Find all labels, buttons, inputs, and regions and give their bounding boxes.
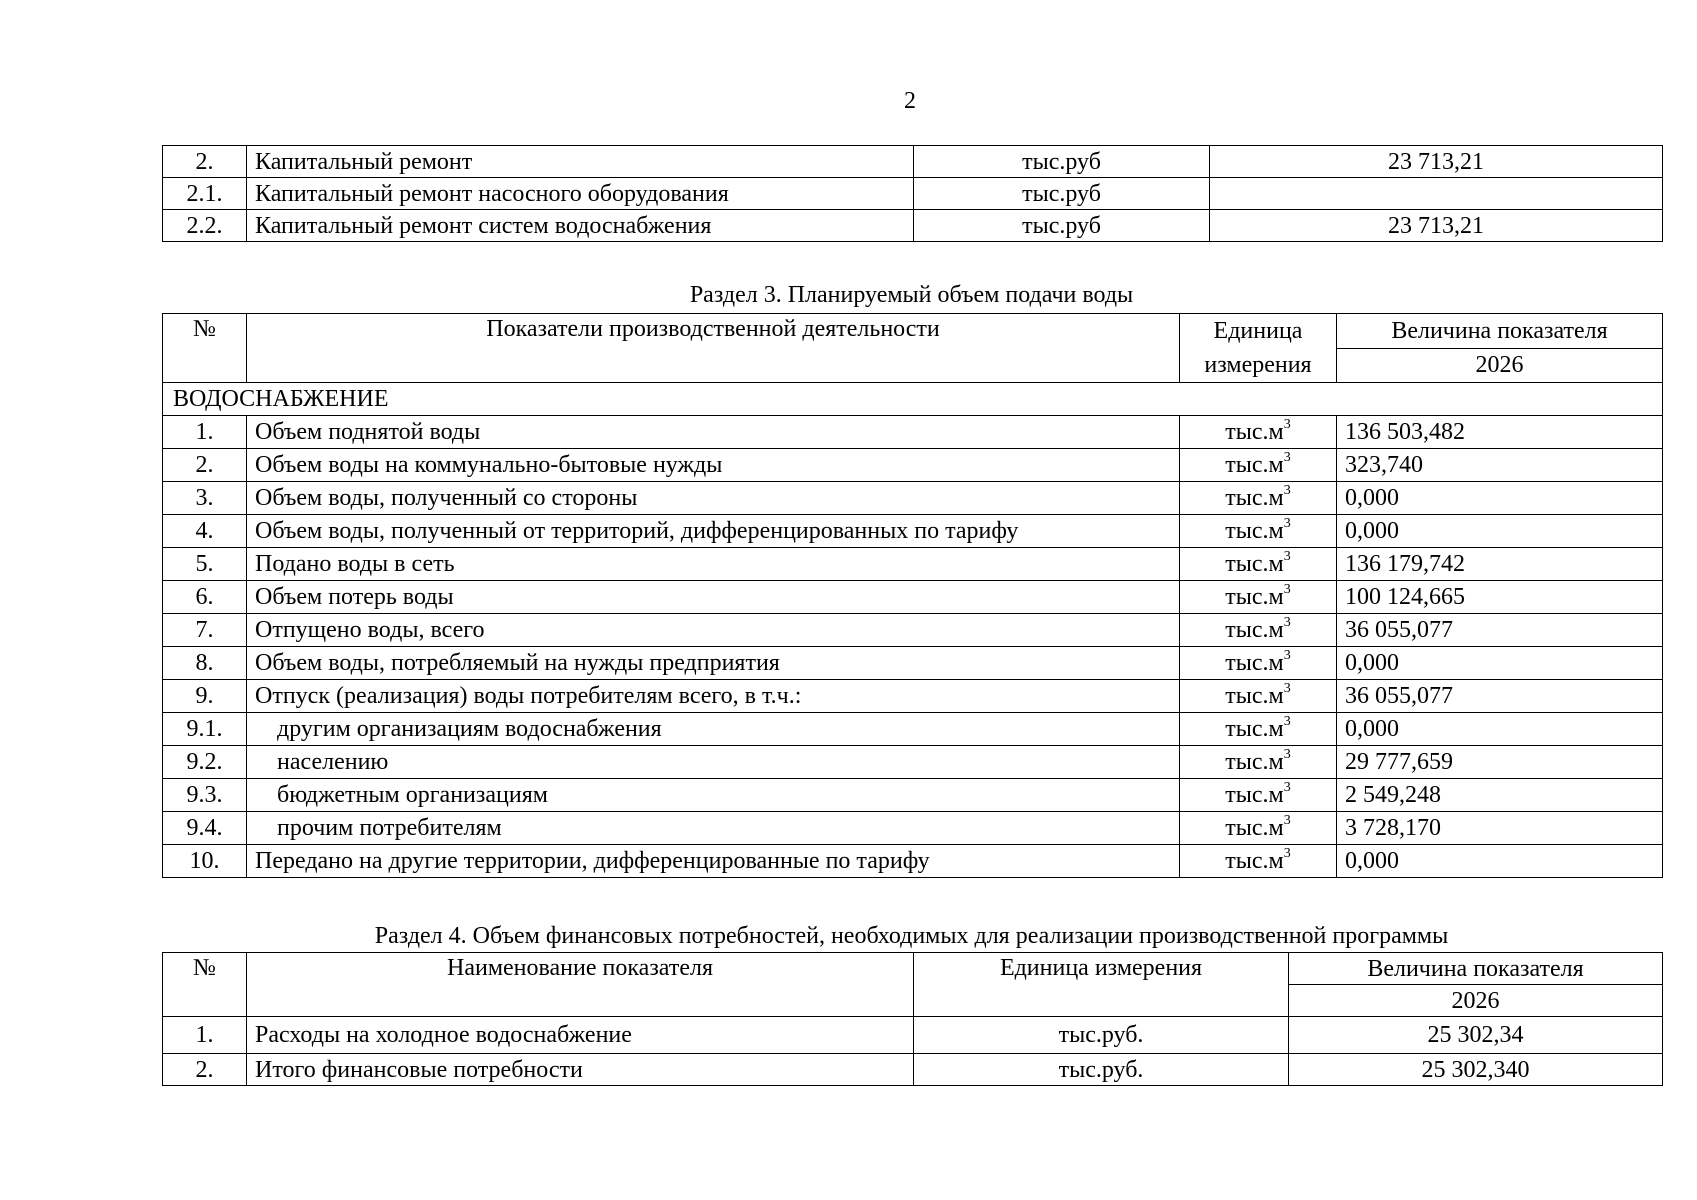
row-unit: тыс.руб xyxy=(914,178,1210,210)
row-number: 3. xyxy=(163,482,247,515)
row-value: 0,000 xyxy=(1337,482,1663,515)
row-unit xyxy=(1180,515,1337,548)
header-value: Величина показателя xyxy=(1337,314,1663,349)
unit-superscript: 3 xyxy=(1283,582,1291,597)
row-unit xyxy=(1180,779,1337,812)
row-value: 0,000 xyxy=(1337,713,1663,746)
table-row xyxy=(163,581,1663,614)
unit-superscript: 3 xyxy=(1283,681,1291,696)
unit-base: тыс.м xyxy=(1225,848,1284,874)
row-unit xyxy=(1180,746,1337,779)
unit-base: тыс.м xyxy=(1225,716,1284,742)
row-value: 36 055,077 xyxy=(1337,680,1663,713)
row-number: 1. xyxy=(163,416,247,449)
row-number: 7. xyxy=(163,614,247,647)
unit-base: тыс.м xyxy=(1225,815,1284,841)
row-name: Объем воды на коммунально-бытовые нужды xyxy=(247,449,1180,482)
section4-title: Раздел 4. Объем финансовых потребностей, необходимых для реализации производственной программы xyxy=(374,923,1449,949)
row-name: Передано на другие территории, дифференцированные по тарифу xyxy=(247,845,1180,878)
row-name: прочим потребителям xyxy=(247,812,1180,845)
group-label: ВОДОСНАБЖЕНИЕ xyxy=(163,383,1663,416)
header-unit: Единица измерения xyxy=(914,953,1289,1017)
row-number: 9. xyxy=(163,680,247,713)
row-value: 136 503,482 xyxy=(1337,416,1663,449)
table-row xyxy=(163,1054,1663,1086)
capital-repair-table xyxy=(162,145,1663,242)
unit-superscript: 3 xyxy=(1283,780,1291,795)
table-row xyxy=(163,812,1663,845)
table-row xyxy=(163,449,1663,482)
row-number: 9.4. xyxy=(163,812,247,845)
row-name: Капитальный ремонт систем водоснабжения xyxy=(247,210,914,242)
row-value: 136 179,742 xyxy=(1337,548,1663,581)
unit-superscript: 3 xyxy=(1283,813,1291,828)
table-row xyxy=(163,779,1663,812)
row-number: 10. xyxy=(163,845,247,878)
row-unit: тыс.руб. xyxy=(914,1054,1289,1086)
table-row xyxy=(163,746,1663,779)
row-name: Капитальный ремонт насосного оборудования xyxy=(247,178,914,210)
row-value: 323,740 xyxy=(1337,449,1663,482)
table-row xyxy=(163,548,1663,581)
row-name: другим организациям водоснабжения xyxy=(247,713,1180,746)
row-unit xyxy=(1180,482,1337,515)
row-name: населению xyxy=(247,746,1180,779)
table-row xyxy=(163,614,1663,647)
group-row xyxy=(163,383,1663,416)
row-unit xyxy=(1180,845,1337,878)
table-row xyxy=(163,647,1663,680)
row-unit xyxy=(1180,614,1337,647)
row-value: 0,000 xyxy=(1337,515,1663,548)
row-number: 9.3. xyxy=(163,779,247,812)
row-value: 23 713,21 xyxy=(1210,146,1663,178)
unit-base: тыс.м xyxy=(1225,485,1284,511)
row-name: Объем воды, полученный от территорий, дифференцированных по тарифу xyxy=(247,515,1180,548)
row-number: 2. xyxy=(163,449,247,482)
header-unit-line2: измерения xyxy=(1204,352,1312,378)
unit-base: тыс.м xyxy=(1225,617,1284,643)
unit-base: тыс.м xyxy=(1225,551,1284,577)
row-value: 29 777,659 xyxy=(1337,746,1663,779)
row-number: 9.1. xyxy=(163,713,247,746)
unit-superscript: 3 xyxy=(1283,714,1291,729)
header-indicator: Показатели производственной деятельности xyxy=(247,314,1180,383)
row-number: 2.2. xyxy=(163,210,247,242)
header-year: 2026 xyxy=(1337,348,1663,383)
row-number: 5. xyxy=(163,548,247,581)
row-value: 100 124,665 xyxy=(1337,581,1663,614)
row-number: 8. xyxy=(163,647,247,680)
row-name: бюджетным организациям xyxy=(247,779,1180,812)
financial-needs-table xyxy=(162,952,1663,1086)
water-supply-volume-table xyxy=(162,313,1663,878)
table-row xyxy=(163,146,1663,178)
table-header-row xyxy=(163,953,1663,985)
unit-superscript: 3 xyxy=(1283,483,1291,498)
row-unit xyxy=(1180,416,1337,449)
row-name: Отпуск (реализация) воды потребителям всего, в т.ч.: xyxy=(247,680,1180,713)
header-number: № xyxy=(163,953,247,1017)
header-number: № xyxy=(163,314,247,383)
table-header-row xyxy=(163,314,1663,349)
row-number: 6. xyxy=(163,581,247,614)
unit-superscript: 3 xyxy=(1283,450,1291,465)
unit-base: тыс.м xyxy=(1225,782,1284,808)
row-value: 0,000 xyxy=(1337,845,1663,878)
table-row xyxy=(163,1017,1663,1054)
unit-base: тыс.м xyxy=(1225,650,1284,676)
row-name: Объем воды, потребляемый на нужды предприятия xyxy=(247,647,1180,680)
row-name: Отпущено воды, всего xyxy=(247,614,1180,647)
row-unit xyxy=(1180,647,1337,680)
table-row xyxy=(163,178,1663,210)
row-value: 3 728,170 xyxy=(1337,812,1663,845)
row-unit xyxy=(1180,581,1337,614)
table-row xyxy=(163,416,1663,449)
table-row xyxy=(163,482,1663,515)
page-number: 2 xyxy=(904,88,916,114)
row-unit: тыс.руб xyxy=(914,146,1210,178)
row-name: Объем поднятой воды xyxy=(247,416,1180,449)
unit-base: тыс.м xyxy=(1225,683,1284,709)
unit-base: тыс.м xyxy=(1225,749,1284,775)
row-value xyxy=(1210,178,1663,210)
row-unit xyxy=(1180,548,1337,581)
row-unit xyxy=(1180,680,1337,713)
row-number: 2. xyxy=(163,146,247,178)
table-row xyxy=(163,210,1663,242)
unit-superscript: 3 xyxy=(1283,648,1291,663)
unit-superscript: 3 xyxy=(1283,516,1291,531)
header-unit xyxy=(1180,314,1337,383)
row-number: 4. xyxy=(163,515,247,548)
section3-title: Раздел 3. Планируемый объем подачи воды xyxy=(689,282,1134,308)
header-name: Наименование показателя xyxy=(247,953,914,1017)
table-row xyxy=(163,713,1663,746)
row-unit xyxy=(1180,812,1337,845)
row-unit: тыс.руб xyxy=(914,210,1210,242)
row-number: 9.2. xyxy=(163,746,247,779)
row-number: 1. xyxy=(163,1017,247,1054)
row-name: Подано воды в сеть xyxy=(247,548,1180,581)
header-unit-line1: Единица xyxy=(1213,318,1303,344)
row-value: 23 713,21 xyxy=(1210,210,1663,242)
unit-superscript: 3 xyxy=(1283,417,1291,432)
unit-base: тыс.м xyxy=(1225,518,1284,544)
unit-base: тыс.м xyxy=(1225,452,1284,478)
unit-superscript: 3 xyxy=(1283,549,1291,564)
row-value: 0,000 xyxy=(1337,647,1663,680)
unit-superscript: 3 xyxy=(1283,615,1291,630)
row-number: 2. xyxy=(163,1054,247,1086)
unit-base: тыс.м xyxy=(1225,584,1284,610)
unit-superscript: 3 xyxy=(1283,846,1291,861)
row-value: 36 055,077 xyxy=(1337,614,1663,647)
header-year: 2026 xyxy=(1289,985,1663,1017)
row-unit: тыс.руб. xyxy=(914,1017,1289,1054)
row-name: Объем потерь воды xyxy=(247,581,1180,614)
table-row xyxy=(163,680,1663,713)
row-number: 2.1. xyxy=(163,178,247,210)
unit-base: тыс.м xyxy=(1225,419,1284,445)
row-value: 25 302,34 xyxy=(1289,1017,1663,1054)
row-name: Капитальный ремонт xyxy=(247,146,914,178)
row-name: Итого финансовые потребности xyxy=(247,1054,914,1086)
row-value: 25 302,340 xyxy=(1289,1054,1663,1086)
row-name: Расходы на холодное водоснабжение xyxy=(247,1017,914,1054)
table-row xyxy=(163,845,1663,878)
table-row xyxy=(163,515,1663,548)
row-name: Объем воды, полученный со стороны xyxy=(247,482,1180,515)
row-value: 2 549,248 xyxy=(1337,779,1663,812)
unit-superscript: 3 xyxy=(1283,747,1291,762)
header-value: Величина показателя xyxy=(1289,953,1663,985)
row-unit xyxy=(1180,713,1337,746)
row-unit xyxy=(1180,449,1337,482)
